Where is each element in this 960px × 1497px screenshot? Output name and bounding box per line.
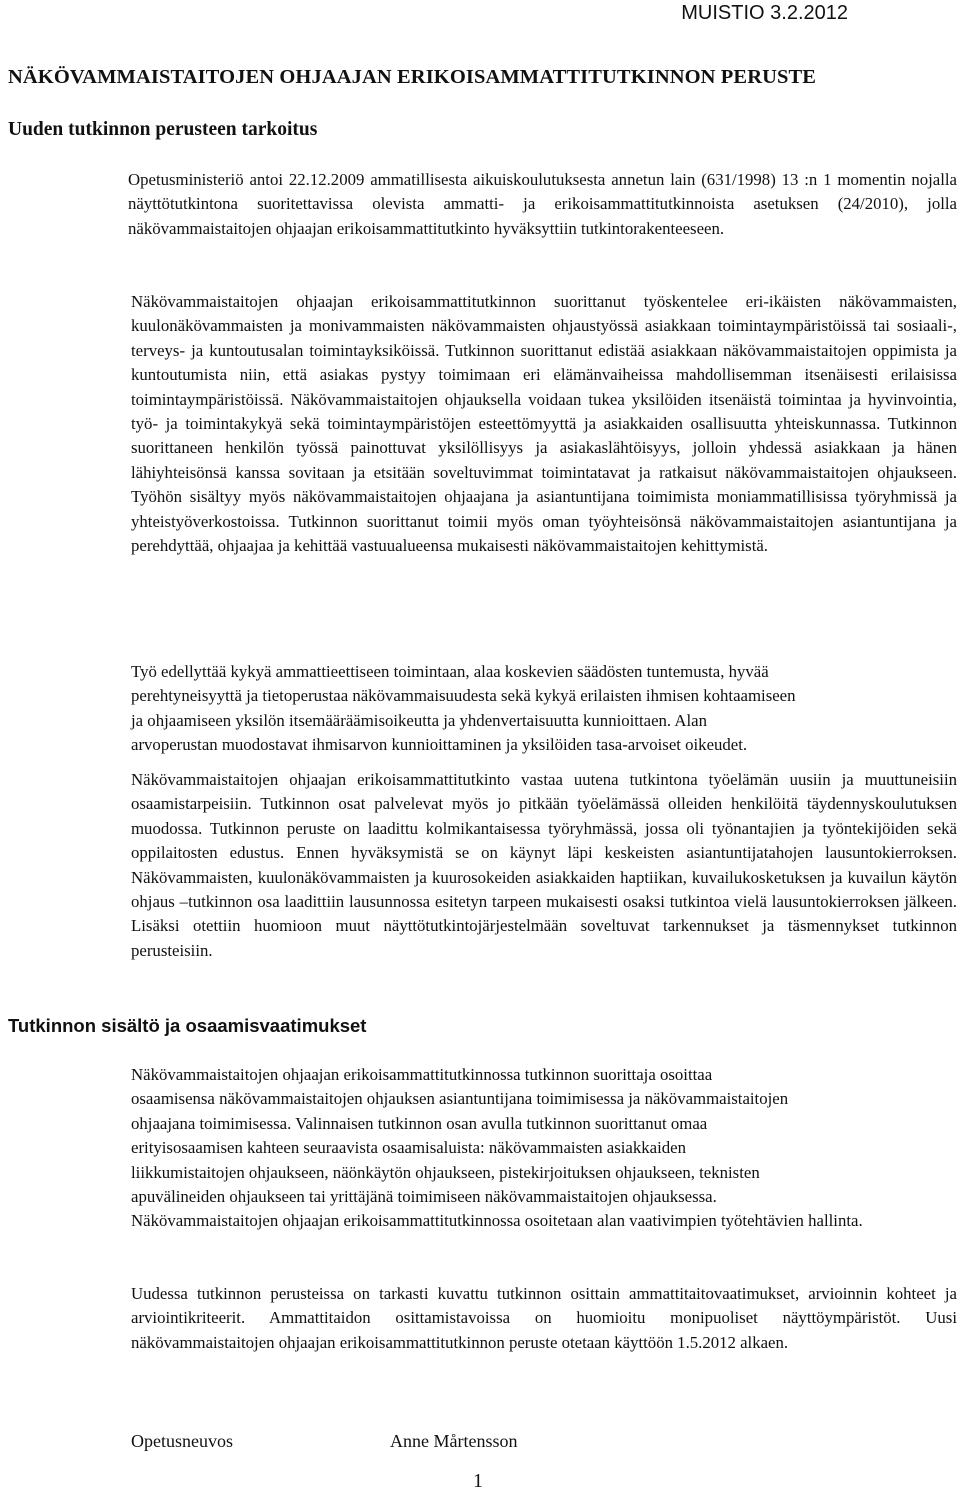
page-number: 1 (473, 1470, 483, 1492)
paragraph-line: arvoperustan muodostavat ihmisarvon kunnioittaminen ja yksilöiden tasa-arvoiset oikeudet. (131, 735, 748, 755)
paragraph-line: Työ edellyttää kykyä ammattieettiseen toimintaan, alaa koskevien säädösten tuntemusta, hyvää (131, 662, 769, 681)
document-title: NÄKÖVAMMAISTAITOJEN OHJAAJAN ERIKOISAMMATTITUTKINNON PERUSTE (8, 66, 817, 88)
memo-date-label: MUISTIO 3.2.2012 (681, 2, 848, 24)
section-heading-purpose: Uuden tutkinnon perusteen tarkoitus (8, 119, 318, 140)
paragraph-line: erityisosaamisen kahteen seuraavista osaamisaluista: näkövammaisten asiakkaiden (131, 1138, 687, 1158)
paragraph-line: Näkövammaistaitojen ohjaajan erikoisammattitutkinnossa osoitetaan alan vaativimpien työtehtävien hallinta. (131, 1211, 863, 1231)
paragraph-line: ja ohjaamiseen yksilön itsemääräämisoikeutta ja yhdenvertaisuutta kunnioittaen. Alan (131, 710, 707, 730)
paragraph-intro: Opetusministeriö antoi 22.12.2009 ammatillisesta aikuiskoulutuksesta annetun lain (631/1998) 13 :n 1 momentin nojalla näyttötutkintona suoritettavissa olevista ammatti- ja erikoisammattitutkinnoista asetuksen (24/2010), jolla näkövammaistaitojen ohjaajan erikoisammattitutkinto hyväksyttiin tutkintorakenteeseen. (128, 170, 957, 238)
paragraph-background: Näkövammaistaitojen ohjaajan erikoisammattitutkinto vastaa uutena tutkintona työelämän uusiin ja muuttuneisiin osaamistarpeisiin. Tutkinnon osat palvelevat myös jo pitkään työelämässä olleiden henkilöitä täydennyskoulutuksen muodossa. Tutkinnon peruste on laadittu kolmikantaisessa työryhmässä, jossa oli työnantajien ja työntekijöiden sekä oppilaitosten edustus. Ennen hyväksymistä se on käynyt läpi keskeisten asiantuntijatahojen lausuntokierroksen. Näkövammaisten, kuulonäkövammaisten ja kuurosokeiden asiakkaiden haptiikan, kuvailukosketuksen ja kuvailun käytön ohjaus –tutkinnon osa laadittiin lausunnossa esitetyn tarpeen mukaisesti osaksi tutkintoa vielä lausuntokierroksen jälkeen. Lisäksi otettiin huomioon muut näyttötutkintojärjestelmään soveltuvat tarkennukset ja täsmennykset tutkinnon perusteisiin. (131, 770, 957, 960)
paragraph-requirements (131, 660, 921, 758)
paragraph-content (131, 1063, 949, 1234)
paragraph-line: perehtyneisyyttä ja tietoperustaa näkövammaisuudesta sekä kykyä erilaisten ihmisen kohtaamiseen (131, 686, 796, 706)
paragraph-line: Näkövammaistaitojen ohjaajan erikoisammattitutkinnossa tutkinnon suorittaja osoittaa (131, 1065, 713, 1084)
section-heading-content: Tutkinnon sisältö ja osaamisvaatimukset (8, 1015, 367, 1036)
paragraph-new-basis: Uudessa tutkinnon perusteissa on tarkasti kuvattu tutkinnon osittain ammattitaitovaatimukset, arvioinnin kohteet ja arviointikriteerit. Ammattitaidon osittamistavoissa on huomioitu monipuoliset näyttöympäristöt. Uusi näkövammaistaitojen ohjaajan erikoisammattitutkinnon peruste otetaan käyttöön 1.5.2012 alkaen. (131, 1284, 957, 1352)
signature-role: Opetusneuvos (131, 1431, 233, 1451)
paragraph-line: liikkumistaitojen ohjaukseen, näönkäytön ohjaukseen, pistekirjoituksen ohjaukseen, teknisten (131, 1162, 760, 1182)
paragraph-line: ohjaajana toimimisessa. Valinnaisen tutkinnon osan avulla tutkinnon suorittanut omaa (131, 1113, 708, 1133)
paragraph-line: osaamisensa näkövammaistaitojen ohjauksen asiantuntijana toimimisessa ja näkövammaistaitojen (131, 1089, 789, 1109)
paragraph-description: Näkövammaistaitojen ohjaajan erikoisammattitutkinnon suorittanut työskentelee eri-ikäisten näkövammaisten, kuulonäkövammaisten ja monivammaisten näkövammaisten ohjaustyössä asiakkaan toimintaympäristöissä tai sosiaali-, terveys- ja kuntoutusalan toimintayksiköissä. Tutkinnon suorittanut edistää asiakkaan näkövammaistaitojen oppimista ja kuntoutumista niin, että asiakas pystyy toimimaan eri elämänvaiheissa mahdollisemman itsenäisesti erilaisissa toimintaympäristöissä. Näkövammaistaitojen ohjauksella voidaan tukea yksilöiden itsenäistä toimintaa ja hyvinvointia, työ- ja toimintakykyä sekä toimintaympäristöjen esteettömyyttä ja asiakkaiden osallisuutta yhteiskunnassa. Tutkinnon suorittaneen henkilön työssä painottuvat yksilöllisyys ja asiakaslähtöisyys, jolloin yhdessä asiakkaan ja hänen lähiyhteisönsä kanssa sovitaan ja etsitään soveltuvimmat toimintatavat ja ratkaisut näkövammaistaitojen ohjaukseen. Työhön sisältyy myös näkövammaistaitojen ohjaajana ja asiantuntijana toimimista moniammatillisissa työryhmissä ja yhteistyöverkostoissa. Tutkinnon suorittanut toimii myös oman työyhteisönsä näkövammaistaitojen asiantuntijana ja perehdyttää, ohjaajaa ja kehittää vastuualueensa mukaisesti näkövammaistaitojen kehittymistä. (131, 292, 957, 556)
paragraph-line: apuvälineiden ohjaukseen tai yrittäjänä toimimiseen näkövammaistaitojen ohjauksessa. (131, 1187, 717, 1207)
signature-name: Anne Mårtensson (390, 1431, 518, 1451)
